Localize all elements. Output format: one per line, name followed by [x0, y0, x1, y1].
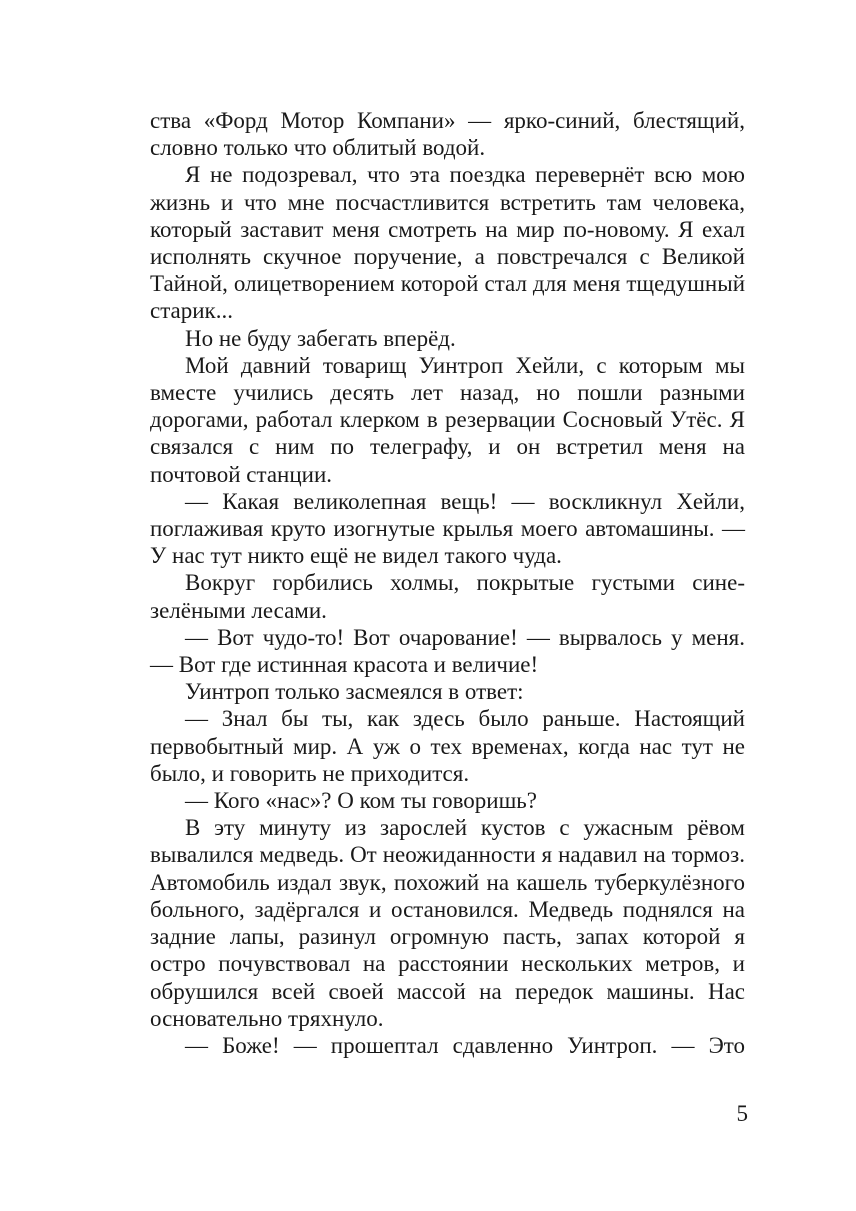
paragraph: — Кого «нас»? О ком ты говоришь?: [185, 788, 538, 814]
body-text: [150, 107, 745, 1059]
paragraph: — Знал бы ты, как здесь было раньше. Настоящий первобытный мир. А уж о тех временах, когда нас тут не было, и говорить не приходится.: [150, 706, 745, 786]
paragraph: Но не буду забегать вперёд.: [185, 325, 456, 351]
paragraph-continued: ства «Форд Мотор Компани» — ярко-синий, блестящий, словно только что облитый водой.: [150, 108, 745, 161]
paragraph: Уинтроп только засмеялся в ответ:: [185, 679, 524, 705]
paragraph: — Вот чудо-то! Вот очарование! — вырвалось у меня. — Вот где истинная красота и величие!: [150, 624, 745, 678]
paragraph: — Какая великолепная вещь! — воскликнул Хейли, поглаживая круто изогнутые крылья моего автомашины. — У нас тут никто ещё не видел такого чуда.: [150, 488, 745, 569]
paragraph: В эту минуту из зарослей кустов с ужасным рёвом вывалился медведь. От неожиданности я надавил на тормоз. Автомобиль издал звук, похожий на кашель туберкулёзного больного, задёргался и остановился. Медведь поднялся на задние лапы, разинул огромную пасть, запах которой я остро почувствовал на расстоянии нескольких метров, и обрушился всей своей массой на передок машины. Нас основательно тряхнуло.: [150, 815, 745, 1031]
paragraph: Вокруг горбились холмы, покрытые густыми сине-зелёными лесами.: [150, 570, 745, 623]
paragraph: Я не подозревал, что эта поездка перевернёт всю мою жизнь и что мне посчастливится встретить там человека, который заставит меня смотреть на мир по-новому. Я ехал исполнять скучное поручение, а повстречался с Великой Тайной, олицетворением которой стал для меня тщедушный старик...: [150, 162, 745, 324]
paragraph-continues: — Боже! — прошептал сдавленно Уинтроп. — Это: [185, 1032, 745, 1058]
paragraph: Мой давний товарищ Уинтроп Хейли, с которым мы вместе учились десять лет назад, но пошли разными дорогами, работал клерком в резервации Сосновый Утёс. Я связался с ним по телеграфу, и он встретил меня на почтовой станции.: [150, 352, 745, 487]
page-number: 5: [736, 1101, 748, 1126]
